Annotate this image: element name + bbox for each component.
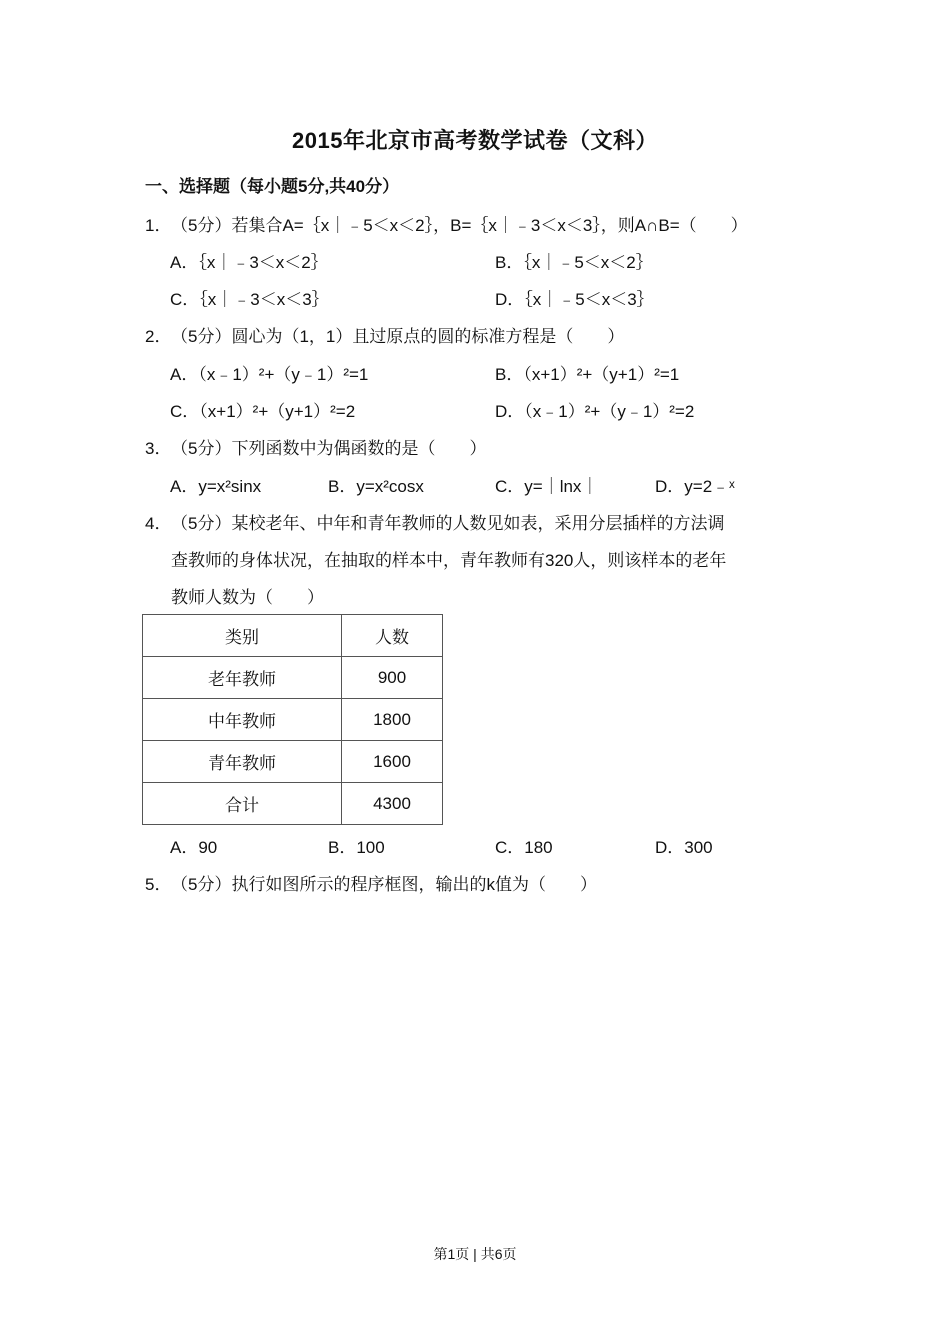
- question-5: [145, 870, 597, 895]
- question-number: 5．: [145, 875, 172, 894]
- table-row: [143, 657, 443, 699]
- table-header-cell: 人数: [342, 615, 443, 657]
- section-heading: 一、选择题（每小题5分,共40分）: [145, 177, 400, 196]
- question-text: （5分）执行如图所示的程序框图，输出的k值为（ ）: [171, 875, 597, 894]
- table-row: [143, 783, 443, 825]
- question-text: （5分）若集合A=｛x｜﹣5＜x＜2｝，B=｛x｜﹣3＜x＜3｝，则A∩B=（ ）: [171, 216, 748, 235]
- question-3: [145, 434, 486, 459]
- question-1: [145, 211, 748, 236]
- teacher-count-table: [142, 614, 443, 825]
- question-text-line: （5分）某校老年、中年和青年教师的人数见如表，采用分层插样的方法调: [171, 514, 725, 533]
- q2-option-d: D．（x﹣1）²+（y﹣1）²=2: [495, 402, 695, 421]
- q1-option-c: C．｛x｜﹣3＜x＜3｝: [170, 290, 329, 309]
- q2-option-a: A．（x﹣1）²+（y﹣1）²=1: [170, 365, 369, 384]
- question-number: 2．: [145, 327, 172, 346]
- q1-option-b: B．｛x｜﹣5＜x＜2｝: [495, 253, 653, 272]
- page-title: 2015年北京市高考数学试卷（文科）: [292, 128, 658, 153]
- q4-option-a: A．90: [170, 838, 218, 857]
- table-row: [143, 741, 443, 783]
- table-cell: 中年教师: [143, 699, 342, 741]
- table-cell: 900: [342, 657, 443, 699]
- table-header-row: [143, 615, 443, 657]
- q3-option-d: D．y=2﹣ˣ: [655, 477, 735, 496]
- question-text-line: 教师人数为（ ）: [171, 588, 324, 607]
- question-number: 4．: [145, 514, 172, 533]
- page-footer: 第1页 | 共6页: [433, 1246, 517, 1262]
- q4-option-b: B．100: [328, 838, 385, 857]
- table-cell: 青年教师: [143, 741, 342, 783]
- table-cell: 老年教师: [143, 657, 342, 699]
- q3-option-b: B．y=x²cosx: [328, 477, 424, 496]
- table-cell: 合计: [143, 783, 342, 825]
- q2-option-c: C．（x+1）²+（y+1）²=2: [170, 402, 356, 421]
- question-text: （5分）下列函数中为偶函数的是（ ）: [171, 439, 487, 458]
- q1-option-d: D．｛x｜﹣5＜x＜3｝: [495, 290, 654, 309]
- q3-option-a: A．y=x²sinx: [170, 477, 262, 496]
- q4-option-c: C．180: [495, 838, 553, 857]
- table-header-cell: 类别: [143, 615, 342, 657]
- question-text-line: 查教师的身体状况，在抽取的样本中，青年教师有320人，则该样本的老年: [171, 551, 727, 570]
- table-cell: 1600: [342, 741, 443, 783]
- question-number: 1．: [145, 216, 172, 235]
- table-row: [143, 699, 443, 741]
- question-number: 3．: [145, 439, 172, 458]
- table-cell: 4300: [342, 783, 443, 825]
- question-text: （5分）圆心为（1，1）且过原点的圆的标准方程是（ ）: [171, 327, 625, 346]
- question-4: [145, 509, 724, 534]
- q1-option-a: A．｛x｜﹣3＜x＜2｝: [170, 253, 328, 272]
- q2-option-b: B．（x+1）²+（y+1）²=1: [495, 365, 680, 384]
- q4-option-d: D．300: [655, 838, 713, 857]
- q3-option-c: C．y=｜lnx｜: [495, 477, 599, 496]
- question-2: [145, 322, 624, 347]
- table-cell: 1800: [342, 699, 443, 741]
